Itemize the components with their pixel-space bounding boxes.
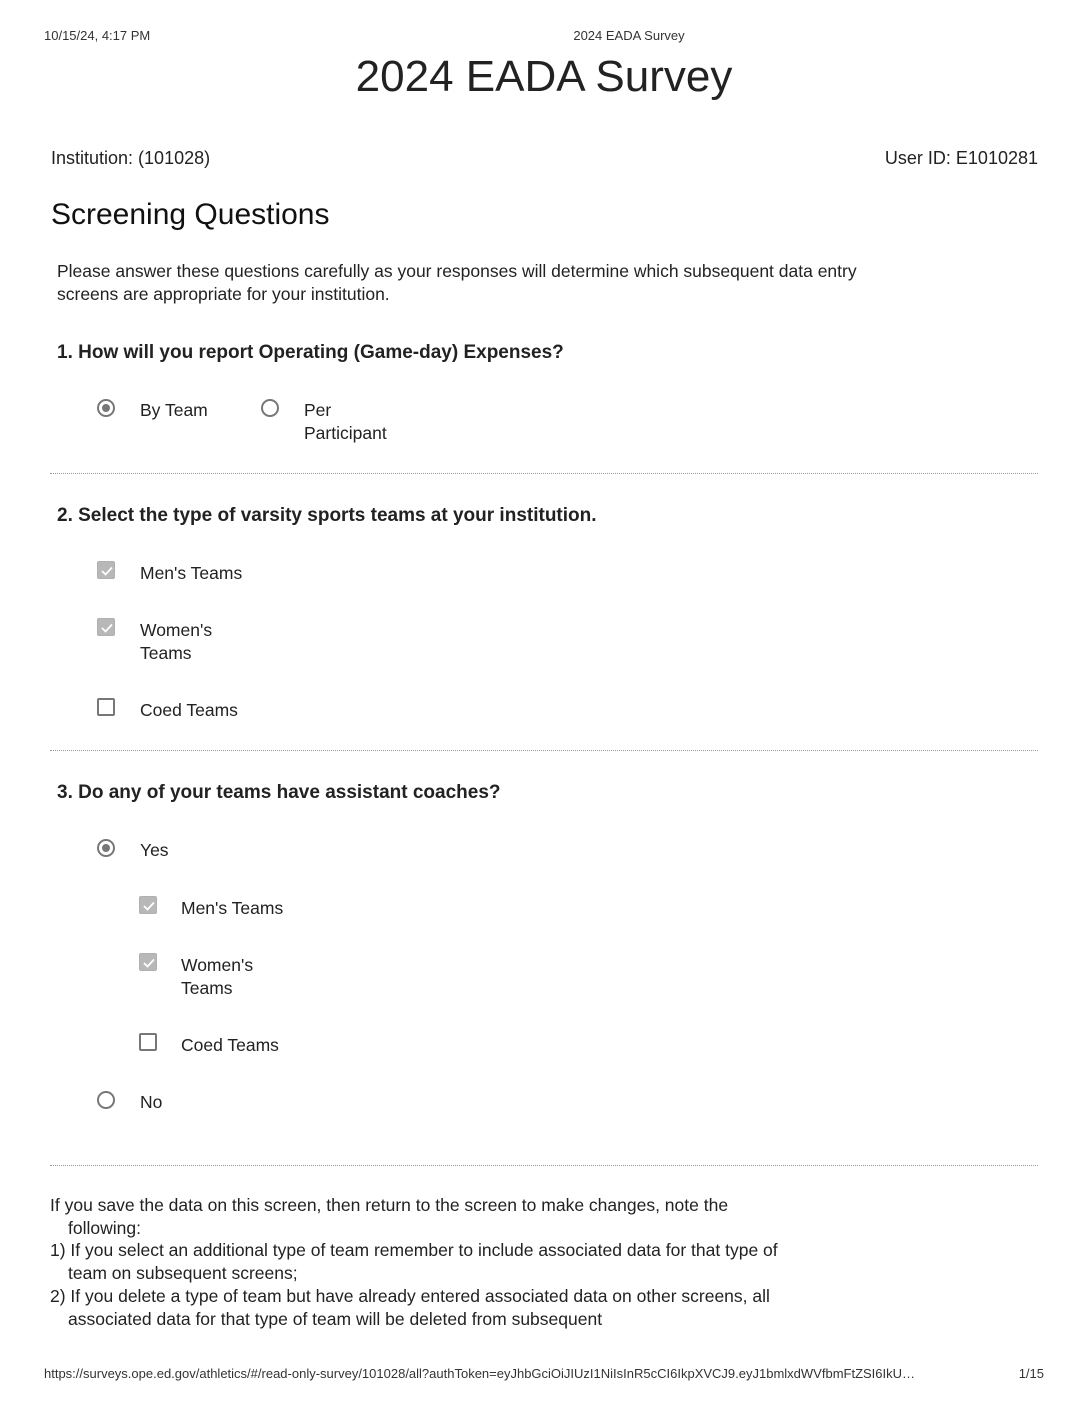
checkbox-womens-teams[interactable] — [97, 618, 115, 636]
print-doc-title: 2024 EADA Survey — [573, 28, 685, 43]
checkbox-coed-teams-label: Coed Teams — [140, 700, 238, 720]
note-line: If you save the data on this screen, then return to the screen to make changes, note the following: — [50, 1195, 729, 1238]
intro-text: Please answer these questions carefully as your responses will determine which subsequent data entry screens are appropriate for your institution. — [57, 261, 857, 304]
checkbox-ac-womens-teams[interactable] — [139, 953, 157, 971]
footer-url: https://surveys.ope.ed.gov/athletics/#/read-only-survey/101028/all?authToken=eyJhbGciOiJIUzI1NiIsInR5cCI6IkpXVCJ9.eyJ1bmlxdWVfbmFtZSI6IkU… — [44, 1366, 916, 1381]
save-note — [50, 1194, 790, 1330]
page-title: 2024 EADA Survey — [355, 52, 733, 101]
checkbox-ac-womens-teams-label: Women's Teams — [181, 955, 254, 998]
section-title: Screening Questions — [51, 198, 330, 231]
checkbox-womens-teams-label: Women's Teams — [140, 620, 213, 663]
checkbox-ac-mens-teams-label: Men's Teams — [181, 898, 284, 918]
note-line: 1) If you select an additional type of team remember to include associated data for that type of team on subsequent screens; — [50, 1240, 778, 1284]
checkbox-ac-mens-teams[interactable] — [139, 896, 157, 914]
divider — [50, 473, 1038, 474]
footer-page-number: 1/15 — [1018, 1366, 1044, 1381]
note-line: 2) If you delete a type of team but have already entered associated data on other screens, all associated data for that type of team will be deleted from subsequent — [50, 1285, 770, 1329]
divider — [50, 750, 1038, 751]
checkmark-icon — [100, 564, 114, 578]
checkbox-ac-coed-teams[interactable] — [139, 1033, 157, 1051]
checkmark-icon — [142, 956, 156, 970]
radio-by-team-label: By Team — [140, 400, 208, 420]
checkbox-mens-teams[interactable] — [97, 561, 115, 579]
checkbox-mens-teams-label: Men's Teams — [140, 563, 243, 583]
divider — [50, 1165, 1038, 1166]
checkbox-coed-teams[interactable] — [97, 698, 115, 716]
institution-label: Institution: (101028) — [51, 148, 211, 168]
radio-no-label: No — [140, 1092, 163, 1112]
checkmark-icon — [142, 899, 156, 913]
print-datetime: 10/15/24, 4:17 PM — [44, 28, 151, 43]
radio-per-participant-label: Per Participant — [304, 400, 387, 443]
user-id-label: User ID: E1010281 — [884, 148, 1038, 168]
checkmark-icon — [100, 621, 114, 635]
question-3: 3. Do any of your teams have assistant coaches? — [57, 782, 501, 803]
question-2: 2. Select the type of varsity sports teams at your institution. — [57, 505, 597, 526]
radio-per-participant[interactable] — [261, 399, 279, 417]
radio-yes-label: Yes — [140, 840, 169, 860]
checkbox-ac-coed-teams-label: Coed Teams — [181, 1035, 279, 1055]
radio-yes[interactable] — [97, 839, 115, 857]
radio-no[interactable] — [97, 1091, 115, 1109]
question-1: 1. How will you report Operating (Game-day) Expenses? — [57, 342, 564, 363]
radio-by-team[interactable] — [97, 399, 115, 417]
